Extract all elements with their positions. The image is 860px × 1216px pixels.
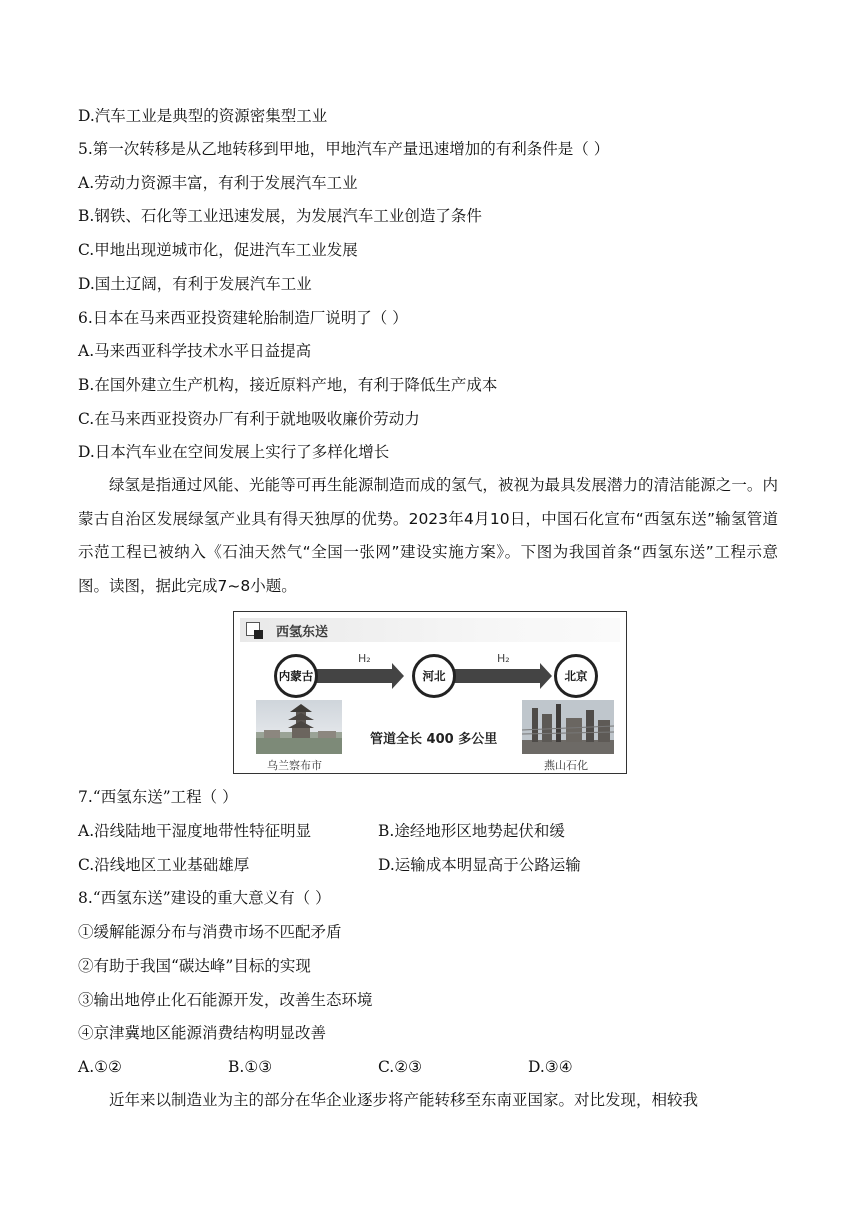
figure-title: 西氢东送 (276, 625, 329, 640)
q7-option-c: C.沿线地区工业基础雄厚 (78, 856, 250, 874)
west-hydrogen-figure (233, 611, 627, 774)
q7-option-a: A.沿线陆地干湿度地带性特征明显 (78, 822, 312, 840)
node-hebei: 河北 (412, 654, 456, 698)
q5-option-a: A.劳动力资源丰富，有利于发展汽车工业 (78, 174, 358, 192)
q4-option-d: D.汽车工业是典型的资源密集型工业 (78, 107, 328, 125)
arrow-label-1: H₂ (358, 652, 371, 665)
pipeline-length-text: 管道全长 400 多公里 (370, 732, 498, 747)
q8-statement-3: ③输出地停止化石能源开发，改善生态环境 (78, 991, 373, 1009)
q7-option-b: B.途经地形区地势起伏和缓 (378, 822, 565, 840)
q6-option-c: C.在马来西亚投资办厂有利于就地吸收廉价劳动力 (78, 410, 420, 428)
yanshan-caption: 燕山石化 (544, 759, 588, 772)
ulanqab-photo (256, 700, 342, 754)
q5-option-c: C.甲地出现逆城市化，促进汽车工业发展 (78, 241, 358, 259)
q8-statement-1: ①缓解能源分布与消费市场不匹配矛盾 (78, 923, 342, 941)
node-beijing: 北京 (554, 654, 598, 698)
q6-option-d: D.日本汽车业在空间发展上实行了多样化增长 (78, 443, 390, 461)
q8-statement-4: ④京津冀地区能源消费结构明显改善 (78, 1024, 327, 1042)
passage-manufacturing-transfer: 近年来以制造业为主的部分在华企业逐步将产能转移至东南亚国家。对比发现，相较我 (109, 1091, 699, 1109)
figure-logo-square-icon (254, 630, 263, 639)
q8-option-c: C.②③ (378, 1058, 423, 1076)
ulanqab-caption: 乌兰察布市 (267, 759, 322, 772)
q8-stem: 8.“西氢东送”建设的重大意义有（ ） (78, 889, 331, 907)
passage-green-hydrogen: 绿氢是指通过风能、光能等可再生能源制造而成的氢气，被视为最具发展潜力的清洁能源之一。内蒙古自治区发展绿氢产业具有得天独厚的优势。2023年4月10日，中国石化宣布“西氢东送”输氢管道示范工程已被纳入《石油天然气“全国一张网”建设实施方案》。下图为我国首条“西氢东送”工程示意图。读图，据此完成7~8小题。 (78, 476, 778, 595)
q5-stem: 5.第一次转移是从乙地转移到甲地，甲地汽车产量迅速增加的有利条件是（ ） (78, 140, 610, 158)
q8-option-a: A.①② (78, 1058, 122, 1076)
q6-stem: 6.日本在马来西亚投资建轮胎制造厂说明了（ ） (78, 309, 408, 327)
q6-option-b: B.在国外建立生产机构，接近原料产地，有利于降低生产成本 (78, 376, 498, 394)
q8-statement-2: ②有助于我国“碳达峰”目标的实现 (78, 957, 311, 975)
q8-option-d: D.③④ (528, 1058, 573, 1076)
q5-option-b: B.钢铁、石化等工业迅速发展，为发展汽车工业创造了条件 (78, 207, 482, 225)
q7-stem: 7.“西氢东送”工程（ ） (78, 788, 238, 806)
yanshan-photo (522, 700, 614, 754)
figure-header (240, 618, 620, 642)
node-inner-mongolia: 内蒙古 (274, 654, 318, 698)
q7-option-d: D.运输成本明显高于公路运输 (378, 856, 581, 874)
arrow-label-2: H₂ (497, 652, 510, 665)
q6-option-a: A.马来西亚科学技术水平日益提高 (78, 342, 312, 360)
q5-option-d: D.国土辽阔，有利于发展汽车工业 (78, 275, 312, 293)
q8-option-b: B.①③ (228, 1058, 273, 1076)
